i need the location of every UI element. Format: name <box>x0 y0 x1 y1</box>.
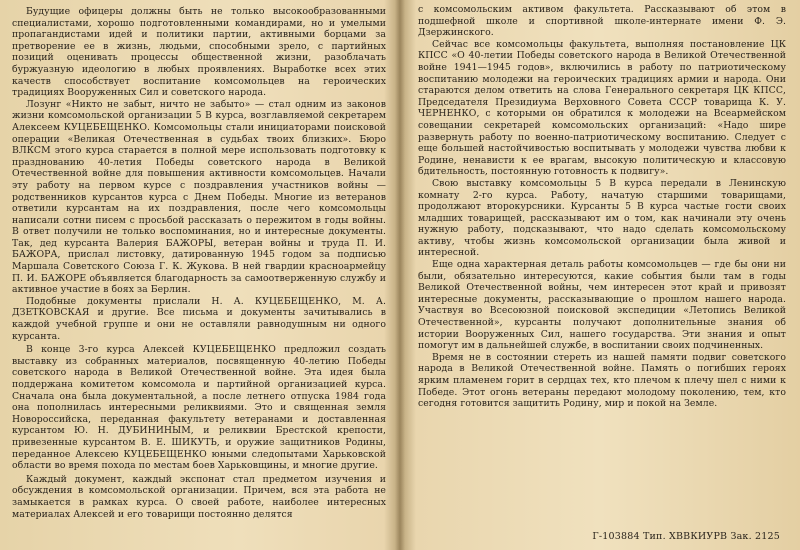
paragraph: Свою выставку комсомольцы 5 В курса передали в Ленинскую комнату 2-го курса. Работу, начатую старшими товарищами, продолжают второкурсники. Курсанты 5 В курса частые гости своих младших товарищей, рассказывают им о том, как начинали эту очень нужную работу, подсказывают, что надо сделать комсомольскому активу, чтобы жизнь комсомольской организации была живой и интересной. <box>418 177 786 259</box>
paragraph: с комсомольским активом факультета. Рассказывают об этом в подшефной школе и спортивной школе-интернате имени Ф. Э. Дзержинского. <box>418 4 786 39</box>
paragraph: Лозунг «Никто не забыт, ничто не забыто» — стал одним из законов жизни комсомольской организации 5 В курса, возглавляемой секретарем Алексеем КУЦЕБЕЩЕНКО. Комсомольцы стали инициаторами поисковой операции «Великая Отечественная в судьбах твоих близких». Бюро ВЛКСМ этого курса старается в полной мере использовать подготовку к празднованию 40-летия Победы советского народа в Великой Отечественной войне для повышения активности комсомольцев. Начали эту работу на первом курсе с поздравления участников войны — родственников курсантов курса с Днем Победы. Многие из ветеранов ответили курсантам на их поздравления, после чего комсомольцы написали сотни писем с просьбой рассказать о пережитом в годы войны. В ответ получили не только воспоминания, но и интересные документы. Так, дед курсанта Валерия БАЖОРЫ, ветеран войны и труда П. И. БАЖОРА, прислал листовку, датированную 1945 годом за подписью Маршала Советского Союза Г. К. Жукова. В ней гвардии красноармейцу П. И. БАЖОРЕ объявляется благодарность за самоотверженную службу и активное участие в боях за Берлин. <box>12 98 386 296</box>
paragraph: Подобные документы прислали Н. А. КУЦЕБЕЩЕНКО, М. А. ДЗЕТКОВСКАЯ и другие. Все письма и документы зачитывались в каждой учебной группе и они не оставляли равнодушным ни одного курсанта. <box>12 295 386 342</box>
left-page <box>0 0 398 550</box>
paragraph: Сейчас все комсомольцы факультета, выполняя постановление ЦК КПСС «О 40-летии Победы советского народа в Великой Отечественной войне 1941—1945 годов», включились в работу по патриотическому воспитанию молодежи на героических традициях армии и народа. Они стараются делом ответить на слова Генерального секретаря ЦК КПСС, Председателя Президиума Верховного Совета СССР товарища К. У. ЧЕРНЕНКО, с которыми он обратился к молодежи на Всеармейском совещании секретарей комсомольских организаций: «Надо шире развернуть работу по военно-патриотическому воспитанию. Следует с еще большей настойчивостью воспитывать у молодежи чувства любви к Родине, ненависти к ее врагам, высокую политическую и классовую бдительность, постоянную готовность к подвигу». <box>418 38 786 178</box>
paragraph: Время не в состоянии стереть из нашей памяти подвиг советского народа в Великой Отечественной войне. Память о погибших героях ярким пламенем горит в сердцах тех, кто плечом к плечу шел с ними к Победе. Этот огонь ветераны передают молодому поколению, тем, кто сегодня готовится защитить Родину, мир и покой на Земле. <box>418 351 786 410</box>
print-imprint: Г-103884 Тип. ХВВКИУРВ Зак. 2125 <box>592 531 780 542</box>
paragraph: В конце 3-го курса Алексей КУЦЕБЕЩЕНКО предложил создать выставку из собранных материалов, посвященную 40-летию Победы советского народа в Великой Отечественной войне. Эта идея была поддержана комитетом комсомола и партийной организацией курса. Сначала она была документальной, а после летнего отпуска 1984 года она пополнилась интересными реликвиями. Это и священная земля Новороссийска, переданная факультету ветеранами и доставленная курсантом Ю. Н. ДУБИНИНЫМ, и реликвии Брестской крепости, привезенные курсантом В. Е. ШИКУТЬ, и оружие защитников Родины, переданное Алексею КУЦЕБЕЩЕНКО юными следопытами Харьковской области во время похода по местам боев Харьковщины, и многие другие. <box>12 344 386 472</box>
paragraph: Еще одна характерная деталь работы комсомольцев — где бы они ни были, обязательно интересуются, какие события были там в годы Великой Отечественной войны, чем интересен этот край и привозят интересные документы, рассказывающие о прошлом нашего народа. Участвуя во Всесоюзной поисковой экспедиции «Летопись Великой Отечественной», курсанты получают дополнительные знания об истории Вооруженных Сил, нашего государства. Эти знания и опыт помогут им в дальнейшей службе, в воспитании своих подчиненных. <box>418 259 786 352</box>
right-page <box>402 0 800 550</box>
paragraph: Каждый документ, каждый экспонат стал предметом изучения и обсуждения в комсомольской организации. Причем, вся эта работа не замыкается в рамках курса. О своей работе, наиболее интересных материалах Алексей и его товарищи постоянно делятся <box>12 473 386 520</box>
paragraph: Будущие офицеры должны быть не только высокообразованными специалистами, хорошо подготовленными командирами, но и умелыми пропагандистами идей и политики партии, активными борцами за претворение ее в жизнь, людьми, способными зрело, с партийных позиций оценивать процессы общественной жизни, разоблачать буржуазную идеологию в любых проявлениях. Выработке всех этих качеств способствует воспитание комсомольцев на героических традициях Вооруженных Сил и советского народа. <box>12 6 386 99</box>
